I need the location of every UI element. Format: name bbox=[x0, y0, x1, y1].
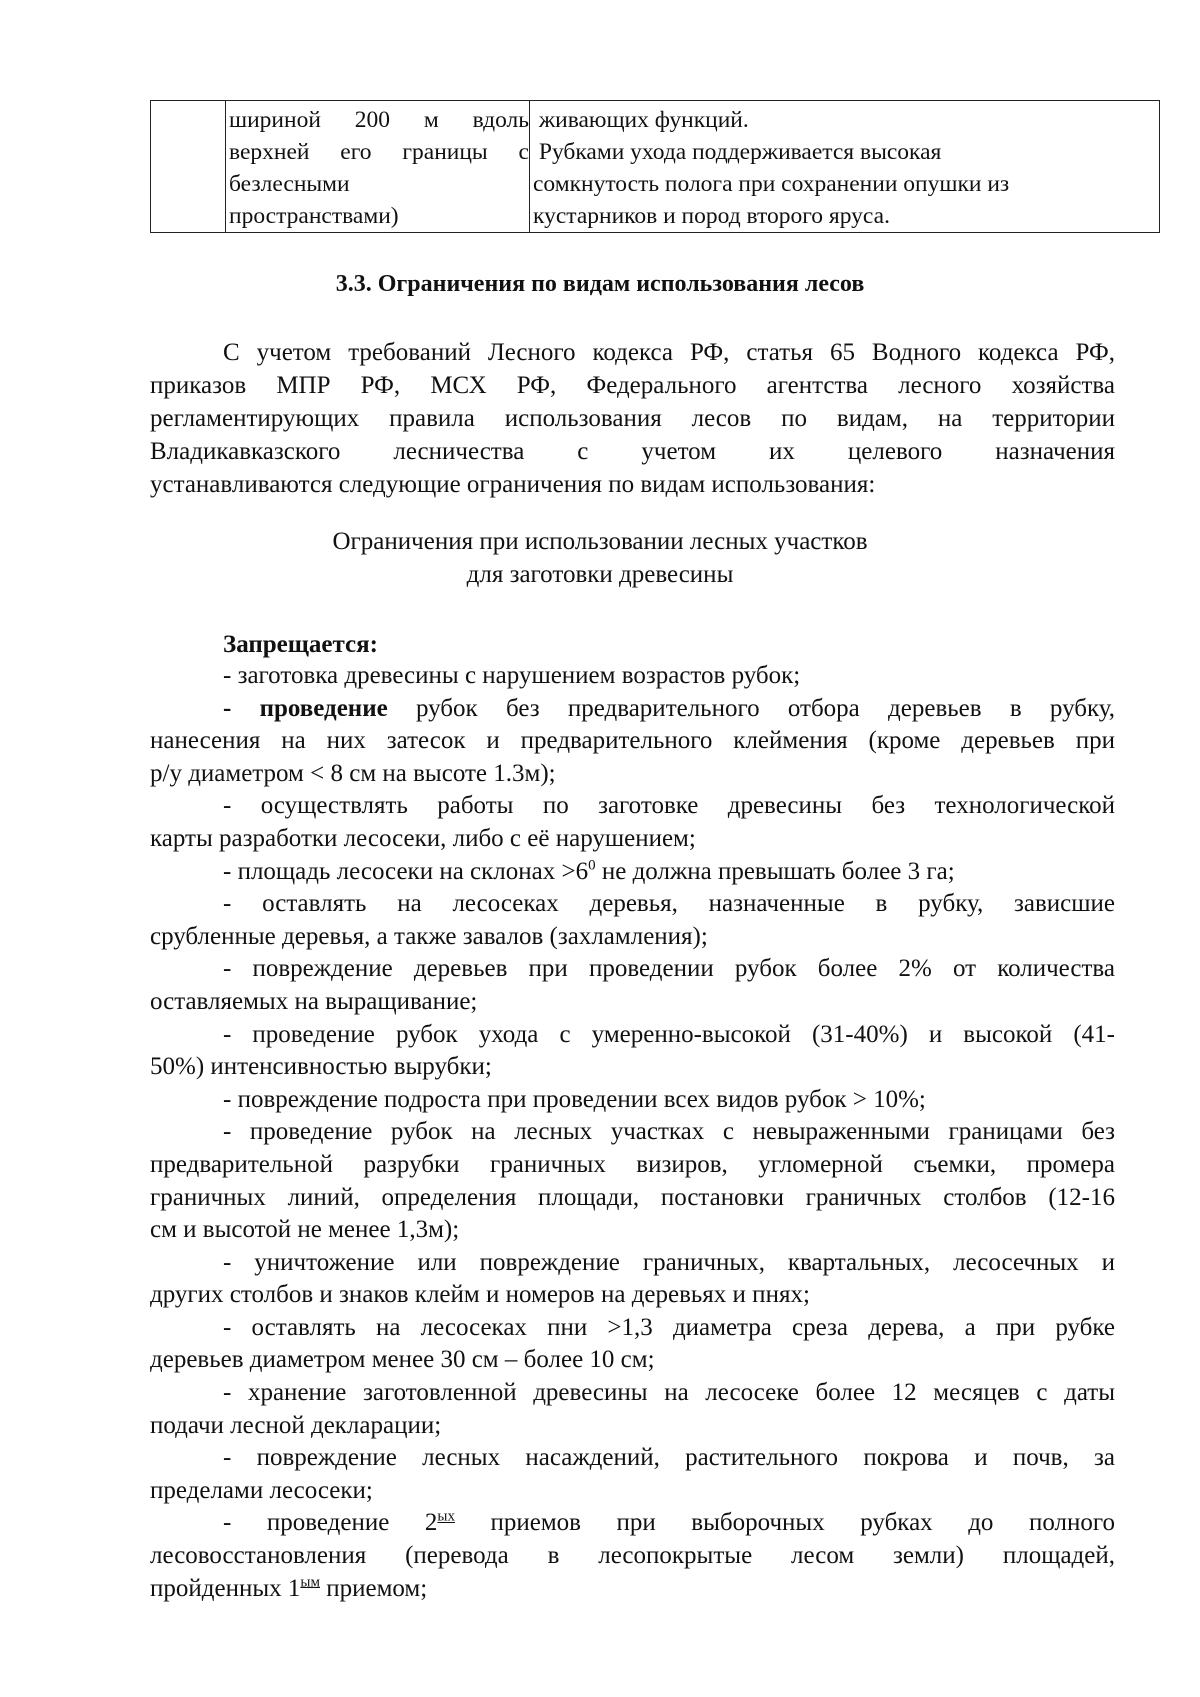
list-line: - повреждение деревьев при проведении рубок более 2% от количества bbox=[223, 955, 1115, 983]
list-line: - уничтожение или повреждение граничных, квартальных, лесосечных и bbox=[223, 1248, 1115, 1276]
subsection-title bbox=[0, 525, 1200, 591]
superscript: ым bbox=[300, 1574, 320, 1591]
paragraph-line: приказов МПР РФ, МСХ РФ, Федерального агентства лесного хозяйства bbox=[150, 372, 1115, 399]
list-line bbox=[150, 1507, 1115, 1540]
list-line: подачи лесной декларации; bbox=[150, 1411, 442, 1439]
list-line: - заготовка древесины с нарушением возрастов рубок; bbox=[223, 662, 801, 689]
list-line bbox=[150, 1573, 1115, 1606]
table-divider bbox=[529, 101, 530, 232]
superscript: 0 bbox=[588, 857, 596, 874]
table-text-line: безлесными bbox=[229, 171, 350, 197]
paragraph-line: регламентирующих правила использования лесов по видам, на территории bbox=[150, 405, 1115, 432]
table-text-line: Рубками ухода поддерживается высокая bbox=[533, 139, 942, 165]
restrictions-list bbox=[150, 660, 1115, 1605]
paragraph-line: устанавливаются следующие ограничения по видам использования: bbox=[150, 471, 876, 498]
table-text-line: живающих функций. bbox=[533, 107, 749, 133]
list-line: - оставлять на лесосеках деревья, назначенные в рубку, зависшие bbox=[223, 890, 1115, 918]
superscript: ых bbox=[437, 1509, 455, 1526]
list-line: пределами лесосеки; bbox=[150, 1476, 373, 1504]
list-line: оставляемых на выращивание; bbox=[150, 987, 478, 1015]
list-line: граничных линий, определения площади, постановки граничных столбов (12-16 bbox=[150, 1183, 1115, 1211]
table-text-line: сомкнутость полога при сохранении опушки из bbox=[533, 171, 1010, 197]
table-fragment bbox=[150, 100, 1160, 233]
list-line: 50%) интенсивностью вырубки; bbox=[150, 1053, 492, 1081]
table-text-line: верхней его границы с bbox=[229, 139, 529, 165]
list-line: р/у диаметром < 8 см на высоте 1.3м); bbox=[150, 759, 556, 787]
table-cell-description bbox=[533, 104, 1158, 232]
subtitle-line: Ограничения при использовании лесных участков bbox=[332, 528, 868, 555]
list-line-part: - площадь лесосеки на склонах >6 bbox=[223, 857, 589, 885]
list-line: нанесения на них затесок и предварительного клеймения (кроме деревьев при bbox=[150, 727, 1115, 755]
list-line-part: не должна превышать более 3 га; bbox=[595, 857, 955, 885]
intro-paragraph bbox=[150, 336, 1115, 501]
table-text-line: пространствами) bbox=[229, 203, 399, 229]
list-line: предварительной разрубки граничных визиров, угломерной съемки, промера bbox=[150, 1150, 1115, 1178]
bold-term: - проведение bbox=[223, 694, 388, 722]
list-line-part: приемом; bbox=[319, 1574, 428, 1602]
table-divider bbox=[225, 101, 226, 232]
table-text-line: шириной 200 м вдоль bbox=[229, 107, 529, 133]
table-text-line: кустарников и пород второго яруса. bbox=[533, 203, 890, 229]
list-line-part: приемов при выборочных рубках до полного bbox=[454, 1509, 1115, 1537]
subtitle-line: для заготовки древесины bbox=[466, 561, 734, 588]
list-line: - повреждение подроста при проведении всех видов рубок > 10%; bbox=[223, 1085, 926, 1113]
list-line: - повреждение лесных насаждений, растительного покрова и почв, за bbox=[223, 1444, 1115, 1472]
paragraph-line: С учетом требований Лесного кодекса РФ, статья 65 Водного кодекса РФ, bbox=[223, 339, 1115, 366]
list-line: - хранение заготовленной древесины на лесосеке более 12 месяцев с даты bbox=[223, 1379, 1115, 1407]
list-line: срубленные деревья, а также завалов (захламления); bbox=[150, 922, 708, 950]
list-line: - проведение рубок на лесных участках с невыраженными границами без bbox=[223, 1118, 1115, 1146]
list-line: лесовосстановления (перевода в лесопокрытые лесом земли) площадей, bbox=[150, 1542, 1115, 1570]
paragraph-line: Владикавказского лесничества с учетом их целевого назначения bbox=[150, 438, 1115, 465]
list-line: см и высотой не менее 1,3м); bbox=[150, 1216, 460, 1244]
section-heading: 3.3. Ограничения по видам использования лесов bbox=[335, 271, 865, 297]
list-line: - оставлять на лесосеках пни >1,3 диаметра среза дерева, а при рубке bbox=[223, 1313, 1115, 1341]
list-line bbox=[150, 693, 1115, 726]
table-cell-zone bbox=[229, 104, 529, 232]
list-line: деревьев диаметром менее 30 см – более 10 см; bbox=[150, 1346, 655, 1374]
list-line-part: пройденных 1 bbox=[150, 1574, 301, 1602]
list-line: - проведение рубок ухода с умеренно-высокой (31-40%) и высокой (41- bbox=[223, 1020, 1115, 1048]
list-line bbox=[150, 856, 1115, 889]
list-line: других столбов и знаков клейм и номеров на деревьях и пнях; bbox=[150, 1281, 810, 1309]
list-line: - осуществлять работы по заготовке древесины без технологической bbox=[223, 792, 1115, 820]
list-line: карты разработки лесосеки, либо с её нарушением; bbox=[150, 824, 696, 852]
list-line-rest: рубок без предварительного отбора деревьев в рубку, bbox=[387, 694, 1115, 722]
list-line-part: - проведение 2 bbox=[223, 1509, 438, 1537]
forbidden-label: Запрещается: bbox=[223, 631, 379, 658]
